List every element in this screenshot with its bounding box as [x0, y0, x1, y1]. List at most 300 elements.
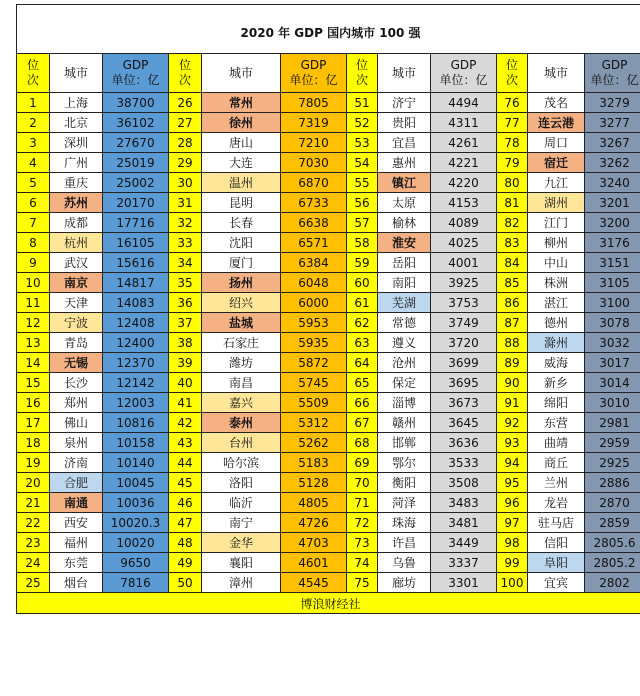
- city-cell: 重庆: [50, 173, 103, 193]
- rank-cell: 5: [17, 173, 50, 193]
- city-cell: 商丘: [528, 453, 585, 473]
- rank-cell: 52: [347, 113, 378, 133]
- city-cell: 南宁: [202, 513, 281, 533]
- rank-cell: 45: [169, 473, 202, 493]
- gdp-cell: 25019: [103, 153, 169, 173]
- gdp-cell: 16105: [103, 233, 169, 253]
- table-row: [17, 453, 640, 473]
- rank-cell: 71: [347, 493, 378, 513]
- gdp-cell: 5745: [281, 373, 347, 393]
- gdp-cell: 12408: [103, 313, 169, 333]
- city-cell: 东莞: [50, 553, 103, 573]
- city-cell: 徐州: [202, 113, 281, 133]
- city-cell: 潍坊: [202, 353, 281, 373]
- rank-cell: 66: [347, 393, 378, 413]
- gdp-cell: 3337: [431, 553, 497, 573]
- gdp-cell: 2981: [585, 413, 640, 433]
- gdp-cell: 6870: [281, 173, 347, 193]
- rank-cell: 67: [347, 413, 378, 433]
- header-rank-line1: 位: [355, 58, 368, 72]
- city-cell: 淄博: [378, 393, 431, 413]
- rank-cell: 15: [17, 373, 50, 393]
- gdp-cell: 2802: [585, 573, 640, 593]
- gdp-cell: 3508: [431, 473, 497, 493]
- rank-cell: 23: [17, 533, 50, 553]
- header-rank-line1: 位: [26, 58, 39, 72]
- table-row: [17, 573, 640, 593]
- city-cell: 衡阳: [378, 473, 431, 493]
- gdp-cell: 6000: [281, 293, 347, 313]
- gdp-cell: 4703: [281, 533, 347, 553]
- rank-cell: 100: [497, 573, 528, 593]
- city-cell: 中山: [528, 253, 585, 273]
- gdp-cell: 4726: [281, 513, 347, 533]
- city-cell: 苏州: [50, 193, 103, 213]
- city-cell: 福州: [50, 533, 103, 553]
- rank-cell: 11: [17, 293, 50, 313]
- gdp-cell: 3753: [431, 293, 497, 313]
- city-cell: 金华: [202, 533, 281, 553]
- gdp-cell: 4601: [281, 553, 347, 573]
- city-cell: 南京: [50, 273, 103, 293]
- header-gdp-1: [103, 54, 169, 93]
- rank-cell: 12: [17, 313, 50, 333]
- gdp-cell: 3010: [585, 393, 640, 413]
- rank-cell: 30: [169, 173, 202, 193]
- header-gdp-line1: GDP: [122, 58, 149, 72]
- header-gdp-line2: 单位：亿: [111, 73, 160, 87]
- gdp-cell: 10816: [103, 413, 169, 433]
- header-gdp-3: [431, 54, 497, 93]
- table-row: [17, 173, 640, 193]
- gdp-cell: 3695: [431, 373, 497, 393]
- city-cell: 许昌: [378, 533, 431, 553]
- gdp-cell: 3176: [585, 233, 640, 253]
- city-cell: 周口: [528, 133, 585, 153]
- gdp-cell: 6384: [281, 253, 347, 273]
- rank-cell: 83: [497, 233, 528, 253]
- gdp-cell: 4311: [431, 113, 497, 133]
- gdp-cell: 3673: [431, 393, 497, 413]
- rank-cell: 74: [347, 553, 378, 573]
- rank-cell: 85: [497, 273, 528, 293]
- city-cell: 石家庄: [202, 333, 281, 353]
- gdp-cell: 3925: [431, 273, 497, 293]
- gdp-cell: 2859: [585, 513, 640, 533]
- table-row: [17, 413, 640, 433]
- rank-cell: 9: [17, 253, 50, 273]
- rank-cell: 26: [169, 93, 202, 113]
- city-cell: 遵义: [378, 333, 431, 353]
- city-cell: 德州: [528, 313, 585, 333]
- rank-cell: 32: [169, 213, 202, 233]
- city-cell: 镇江: [378, 173, 431, 193]
- rank-cell: 37: [169, 313, 202, 333]
- gdp-cell: 7319: [281, 113, 347, 133]
- rank-cell: 22: [17, 513, 50, 533]
- city-cell: 哈尔滨: [202, 453, 281, 473]
- city-cell: 温州: [202, 173, 281, 193]
- rank-cell: 97: [497, 513, 528, 533]
- rank-cell: 64: [347, 353, 378, 373]
- city-cell: 江门: [528, 213, 585, 233]
- gdp-cell: 3262: [585, 153, 640, 173]
- rank-cell: 65: [347, 373, 378, 393]
- table-row: [17, 113, 640, 133]
- city-cell: 菏泽: [378, 493, 431, 513]
- table-row: [17, 533, 640, 553]
- city-cell: 东营: [528, 413, 585, 433]
- city-cell: 珠海: [378, 513, 431, 533]
- rank-cell: 27: [169, 113, 202, 133]
- city-cell: 沈阳: [202, 233, 281, 253]
- gdp-cell: 10020.3: [103, 513, 169, 533]
- city-cell: 驻马店: [528, 513, 585, 533]
- table-row: [17, 553, 640, 573]
- header-rank-4: [497, 54, 528, 93]
- gdp-cell: 4221: [431, 153, 497, 173]
- city-cell: 保定: [378, 373, 431, 393]
- rank-cell: 25: [17, 573, 50, 593]
- gdp-cell: 3533: [431, 453, 497, 473]
- gdp-cell: 2805.6: [585, 533, 640, 553]
- gdp-cell: 5183: [281, 453, 347, 473]
- rank-cell: 75: [347, 573, 378, 593]
- table-row: [17, 273, 640, 293]
- city-cell: 无锡: [50, 353, 103, 373]
- city-cell: 廊坊: [378, 573, 431, 593]
- gdp-cell: 3481: [431, 513, 497, 533]
- gdp-cell: 3151: [585, 253, 640, 273]
- header-rank-line2: 次: [26, 73, 39, 87]
- city-cell: 乌鲁: [378, 553, 431, 573]
- city-cell: 上海: [50, 93, 103, 113]
- gdp-ranking-table: [16, 4, 640, 614]
- rank-cell: 73: [347, 533, 378, 553]
- gdp-cell: 4545: [281, 573, 347, 593]
- city-cell: 信阳: [528, 533, 585, 553]
- gdp-cell: 3240: [585, 173, 640, 193]
- city-cell: 合肥: [50, 473, 103, 493]
- gdp-cell: 3200: [585, 213, 640, 233]
- gdp-cell: 5312: [281, 413, 347, 433]
- rank-cell: 13: [17, 333, 50, 353]
- city-cell: 嘉兴: [202, 393, 281, 413]
- gdp-cell: 5262: [281, 433, 347, 453]
- gdp-cell: 3277: [585, 113, 640, 133]
- rank-cell: 63: [347, 333, 378, 353]
- gdp-cell: 3636: [431, 433, 497, 453]
- city-cell: 泉州: [50, 433, 103, 453]
- gdp-cell: 4089: [431, 213, 497, 233]
- rank-cell: 24: [17, 553, 50, 573]
- gdp-cell: 3100: [585, 293, 640, 313]
- table-row: [17, 473, 640, 493]
- city-cell: 绍兴: [202, 293, 281, 313]
- table-row: [17, 353, 640, 373]
- header-rank-line2: 次: [505, 73, 518, 87]
- city-cell: 惠州: [378, 153, 431, 173]
- gdp-cell: 10036: [103, 493, 169, 513]
- gdp-cell: 4494: [431, 93, 497, 113]
- city-cell: 九江: [528, 173, 585, 193]
- table-row: [17, 493, 640, 513]
- header-gdp-2: [281, 54, 347, 93]
- gdp-cell: 9650: [103, 553, 169, 573]
- table-row: [17, 373, 640, 393]
- gdp-cell: 3014: [585, 373, 640, 393]
- city-cell: 湛江: [528, 293, 585, 313]
- rank-cell: 77: [497, 113, 528, 133]
- table-row: [17, 213, 640, 233]
- rank-cell: 43: [169, 433, 202, 453]
- table-row: [17, 293, 640, 313]
- rank-cell: 46: [169, 493, 202, 513]
- city-cell: 烟台: [50, 573, 103, 593]
- city-cell: 扬州: [202, 273, 281, 293]
- table-row: [17, 433, 640, 453]
- city-cell: 连云港: [528, 113, 585, 133]
- city-cell: 芜湖: [378, 293, 431, 313]
- city-cell: 长春: [202, 213, 281, 233]
- city-cell: 泰州: [202, 413, 281, 433]
- city-cell: 唐山: [202, 133, 281, 153]
- header-rank-3: [347, 54, 378, 93]
- gdp-cell: 6048: [281, 273, 347, 293]
- rank-cell: 76: [497, 93, 528, 113]
- rank-cell: 81: [497, 193, 528, 213]
- city-cell: 南阳: [378, 273, 431, 293]
- rank-cell: 58: [347, 233, 378, 253]
- rank-cell: 70: [347, 473, 378, 493]
- city-cell: 襄阳: [202, 553, 281, 573]
- rank-cell: 18: [17, 433, 50, 453]
- city-cell: 漳州: [202, 573, 281, 593]
- rank-cell: 20: [17, 473, 50, 493]
- rank-cell: 87: [497, 313, 528, 333]
- gdp-cell: 27670: [103, 133, 169, 153]
- rank-cell: 50: [169, 573, 202, 593]
- rank-cell: 16: [17, 393, 50, 413]
- rank-cell: 35: [169, 273, 202, 293]
- city-cell: 太原: [378, 193, 431, 213]
- header-gdp-line2: 单位：亿: [289, 73, 338, 87]
- city-cell: 淮安: [378, 233, 431, 253]
- rank-cell: 62: [347, 313, 378, 333]
- city-cell: 柳州: [528, 233, 585, 253]
- city-cell: 茂名: [528, 93, 585, 113]
- rank-cell: 59: [347, 253, 378, 273]
- gdp-cell: 5953: [281, 313, 347, 333]
- rank-cell: 86: [497, 293, 528, 313]
- rank-cell: 33: [169, 233, 202, 253]
- rank-cell: 99: [497, 553, 528, 573]
- gdp-cell: 4220: [431, 173, 497, 193]
- gdp-cell: 7030: [281, 153, 347, 173]
- city-cell: 佛山: [50, 413, 103, 433]
- header-rank-2: [169, 54, 202, 93]
- gdp-cell: 4001: [431, 253, 497, 273]
- gdp-cell: 2925: [585, 453, 640, 473]
- gdp-cell: 4261: [431, 133, 497, 153]
- rank-cell: 72: [347, 513, 378, 533]
- header-gdp-4: [585, 54, 640, 93]
- rank-cell: 82: [497, 213, 528, 233]
- gdp-cell: 6733: [281, 193, 347, 213]
- gdp-cell: 4805: [281, 493, 347, 513]
- gdp-cell: 10045: [103, 473, 169, 493]
- gdp-cell: 3032: [585, 333, 640, 353]
- city-cell: 威海: [528, 353, 585, 373]
- city-cell: 北京: [50, 113, 103, 133]
- gdp-cell: 20170: [103, 193, 169, 213]
- gdp-cell: 2805.2: [585, 553, 640, 573]
- rank-cell: 61: [347, 293, 378, 313]
- header-gdp-line1: GDP: [300, 58, 327, 72]
- rank-cell: 98: [497, 533, 528, 553]
- gdp-cell: 3720: [431, 333, 497, 353]
- header-city-1: 城市: [50, 54, 103, 93]
- rank-cell: 54: [347, 153, 378, 173]
- gdp-cell: 7816: [103, 573, 169, 593]
- header-rank-line2: 次: [178, 73, 191, 87]
- table-row: [17, 93, 640, 113]
- city-cell: 株洲: [528, 273, 585, 293]
- gdp-cell: 3017: [585, 353, 640, 373]
- table-row: [17, 133, 640, 153]
- gdp-ranking-sheet: [16, 4, 639, 614]
- header-row: [17, 54, 640, 93]
- city-cell: 绵阳: [528, 393, 585, 413]
- gdp-cell: 2959: [585, 433, 640, 453]
- footer-row: [17, 593, 640, 614]
- rank-cell: 60: [347, 273, 378, 293]
- gdp-cell: 17716: [103, 213, 169, 233]
- gdp-cell: 7805: [281, 93, 347, 113]
- gdp-cell: 10158: [103, 433, 169, 453]
- city-cell: 曲靖: [528, 433, 585, 453]
- rank-cell: 48: [169, 533, 202, 553]
- gdp-cell: 2886: [585, 473, 640, 493]
- gdp-cell: 3279: [585, 93, 640, 113]
- city-cell: 兰州: [528, 473, 585, 493]
- city-cell: 长沙: [50, 373, 103, 393]
- city-cell: 阜阳: [528, 553, 585, 573]
- gdp-cell: 6638: [281, 213, 347, 233]
- footer-source: 博浪财经社: [17, 593, 640, 614]
- gdp-cell: 5935: [281, 333, 347, 353]
- city-cell: 济南: [50, 453, 103, 473]
- rank-cell: 2: [17, 113, 50, 133]
- rank-cell: 95: [497, 473, 528, 493]
- city-cell: 西安: [50, 513, 103, 533]
- rank-cell: 92: [497, 413, 528, 433]
- gdp-cell: 25002: [103, 173, 169, 193]
- rank-cell: 10: [17, 273, 50, 293]
- rank-cell: 89: [497, 353, 528, 373]
- header-gdp-line2: 单位：亿: [439, 73, 488, 87]
- gdp-cell: 15616: [103, 253, 169, 273]
- city-cell: 台州: [202, 433, 281, 453]
- rank-cell: 94: [497, 453, 528, 473]
- rank-cell: 53: [347, 133, 378, 153]
- city-cell: 新乡: [528, 373, 585, 393]
- city-cell: 沧州: [378, 353, 431, 373]
- table-row: [17, 233, 640, 253]
- city-cell: 郑州: [50, 393, 103, 413]
- gdp-cell: 12400: [103, 333, 169, 353]
- rank-cell: 78: [497, 133, 528, 153]
- city-cell: 南昌: [202, 373, 281, 393]
- gdp-cell: 12370: [103, 353, 169, 373]
- rank-cell: 29: [169, 153, 202, 173]
- header-gdp-line1: GDP: [601, 58, 628, 72]
- city-cell: 龙岩: [528, 493, 585, 513]
- table-row: [17, 253, 640, 273]
- gdp-cell: 4025: [431, 233, 497, 253]
- gdp-cell: 3201: [585, 193, 640, 213]
- city-cell: 青岛: [50, 333, 103, 353]
- city-cell: 榆林: [378, 213, 431, 233]
- gdp-cell: 2870: [585, 493, 640, 513]
- gdp-cell: 3645: [431, 413, 497, 433]
- rank-cell: 41: [169, 393, 202, 413]
- table-title: 2020 年 GDP 国内城市 100 强: [17, 5, 640, 54]
- gdp-cell: 7210: [281, 133, 347, 153]
- gdp-cell: 3699: [431, 353, 497, 373]
- rank-cell: 44: [169, 453, 202, 473]
- gdp-cell: 3078: [585, 313, 640, 333]
- rank-cell: 14: [17, 353, 50, 373]
- header-city-2: 城市: [202, 54, 281, 93]
- table-row: [17, 193, 640, 213]
- gdp-cell: 5128: [281, 473, 347, 493]
- city-cell: 临沂: [202, 493, 281, 513]
- rank-cell: 80: [497, 173, 528, 193]
- table-row: [17, 313, 640, 333]
- rank-cell: 91: [497, 393, 528, 413]
- gdp-cell: 14817: [103, 273, 169, 293]
- city-cell: 武汉: [50, 253, 103, 273]
- rank-cell: 88: [497, 333, 528, 353]
- rank-cell: 40: [169, 373, 202, 393]
- city-cell: 宜宾: [528, 573, 585, 593]
- gdp-cell: 14083: [103, 293, 169, 313]
- rank-cell: 3: [17, 133, 50, 153]
- city-cell: 赣州: [378, 413, 431, 433]
- rank-cell: 42: [169, 413, 202, 433]
- gdp-cell: 12003: [103, 393, 169, 413]
- city-cell: 常州: [202, 93, 281, 113]
- header-rank-line1: 位: [505, 58, 518, 72]
- rank-cell: 51: [347, 93, 378, 113]
- table-row: [17, 393, 640, 413]
- rank-cell: 47: [169, 513, 202, 533]
- city-cell: 南通: [50, 493, 103, 513]
- city-cell: 岳阳: [378, 253, 431, 273]
- city-cell: 厦门: [202, 253, 281, 273]
- gdp-cell: 3449: [431, 533, 497, 553]
- gdp-cell: 3749: [431, 313, 497, 333]
- rank-cell: 36: [169, 293, 202, 313]
- rank-cell: 28: [169, 133, 202, 153]
- city-cell: 鄂尔: [378, 453, 431, 473]
- rank-cell: 19: [17, 453, 50, 473]
- gdp-cell: 5872: [281, 353, 347, 373]
- header-gdp-line1: GDP: [450, 58, 477, 72]
- gdp-cell: 10020: [103, 533, 169, 553]
- gdp-cell: 12142: [103, 373, 169, 393]
